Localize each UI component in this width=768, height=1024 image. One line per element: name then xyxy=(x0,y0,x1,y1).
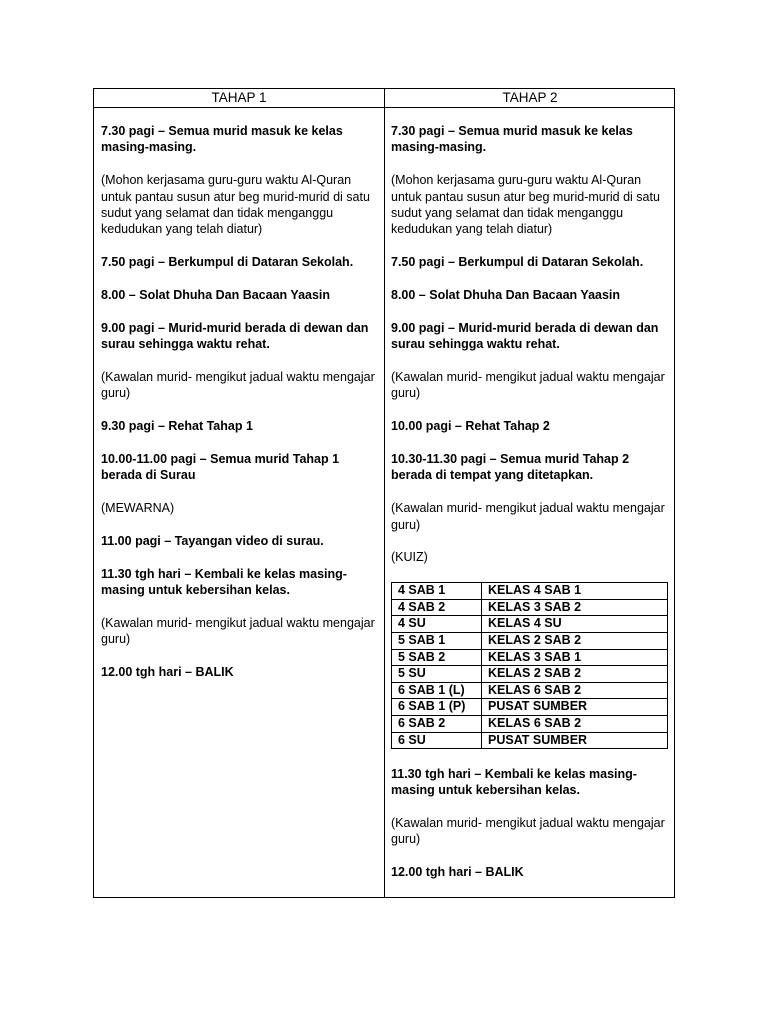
header-tahap-1: TAHAP 1 xyxy=(211,90,267,105)
kelas-cell: 4 SAB 1 xyxy=(392,583,482,600)
schedule-item: 8.00 – Solat Dhuha Dan Bacaan Yaasin xyxy=(391,288,621,303)
schedule-item: 10.00-11.00 pagi – Semua murid Tahap 1 berada di Surau xyxy=(101,452,340,483)
schedule-note: (KUIZ) xyxy=(391,550,428,565)
schedule-note: (Kawalan murid- mengikut jadual waktu mengajar guru) xyxy=(391,815,665,847)
schedule-note: (Kawalan murid- mengikut jadual waktu mengajar guru) xyxy=(391,501,665,532)
tempat-cell: KELAS 2 SAB 2 xyxy=(482,666,668,683)
schedule-item: 7.50 pagi – Berkumpul di Dataran Sekolah. xyxy=(101,255,354,270)
tempat-cell: KELAS 3 SAB 1 xyxy=(482,649,668,666)
kelas-cell: 6 SAB 1 (L) xyxy=(392,682,482,699)
tahap-1-column xyxy=(101,123,377,697)
schedule-note: (MEWARNA) xyxy=(101,501,175,516)
schedule-item: 10.00 pagi – Rehat Tahap 2 xyxy=(391,419,550,434)
kelas-cell: 6 SU xyxy=(392,732,482,749)
table-row xyxy=(392,715,668,732)
schedule-item: 10.30-11.30 pagi – Semua murid Tahap 2 berada di tempat yang ditetapkan. xyxy=(391,452,630,483)
table-row xyxy=(392,699,668,716)
schedule-note: (Mohon kerjasama guru-guru waktu Al-Quran untuk pantau susun atur beg murid-murid di satu sudut yang selamat dan tidak menganggu kedudukan yang telah diatur) xyxy=(101,173,370,237)
schedule-note: (Kawalan murid- mengikut jadual waktu mengajar guru) xyxy=(101,616,375,647)
table-row xyxy=(392,616,668,633)
table-row xyxy=(392,682,668,699)
tempat-cell: KELAS 3 SAB 2 xyxy=(482,599,668,616)
table-row xyxy=(392,649,668,666)
schedule-item: 7.30 pagi – Semua murid masuk ke kelas masing-masing. xyxy=(391,124,633,155)
table-row xyxy=(392,732,668,749)
tempat-cell: KELAS 4 SU xyxy=(482,616,668,633)
schedule-item: 7.30 pagi – Semua murid masuk ke kelas masing-masing. xyxy=(101,124,343,155)
schedule-item: 9.00 pagi – Murid-murid berada di dewan dan surau sehingga waktu rehat. xyxy=(101,320,369,352)
schedule-note: (Kawalan murid- mengikut jadual waktu mengajar guru) xyxy=(391,370,665,401)
kelas-cell: 6 SAB 2 xyxy=(392,715,482,732)
kelas-cell: 5 SAB 2 xyxy=(392,649,482,666)
schedule-item: 12.00 tgh hari – BALIK xyxy=(101,665,234,680)
tempat-cell: KELAS 4 SAB 1 xyxy=(482,583,668,600)
kuiz-location-table xyxy=(391,582,668,749)
schedule-item: 11.30 tgh hari – Kembali ke kelas masing-masing untuk kebersihan kelas. xyxy=(101,566,347,598)
schedule-note: (Kawalan murid- mengikut jadual waktu mengajar guru) xyxy=(101,370,375,401)
schedule-item: 9.30 pagi – Rehat Tahap 1 xyxy=(101,419,253,434)
tempat-cell: PUSAT SUMBER xyxy=(482,732,668,749)
kelas-cell: 6 SAB 1 (P) xyxy=(392,699,482,716)
tempat-cell: KELAS 6 SAB 2 xyxy=(482,715,668,732)
table-row xyxy=(392,583,668,600)
kelas-cell: 5 SU xyxy=(392,666,482,683)
schedule-note: (Mohon kerjasama guru-guru waktu Al-Quran untuk pantau susun atur beg murid-murid di satu sudut yang selamat dan tidak menganggu kedudukan yang telah diatur) xyxy=(391,173,660,237)
table-row xyxy=(392,633,668,650)
tempat-cell: KELAS 2 SAB 2 xyxy=(482,633,668,650)
schedule-item: 12.00 tgh hari – BALIK xyxy=(391,864,524,879)
kelas-cell: 4 SAB 2 xyxy=(392,599,482,616)
header-tahap-2: TAHAP 2 xyxy=(502,90,558,105)
column-divider xyxy=(384,89,385,897)
kelas-cell: 5 SAB 1 xyxy=(392,633,482,650)
tahap-2-column xyxy=(391,123,667,897)
schedule-item: 11.00 pagi – Tayangan video di surau. xyxy=(101,534,324,549)
schedule-item: 9.00 pagi – Murid-murid berada di dewan dan surau sehingga waktu rehat. xyxy=(391,320,659,352)
tempat-cell: PUSAT SUMBER xyxy=(482,699,668,716)
schedule-item: 7.50 pagi – Berkumpul di Dataran Sekolah. xyxy=(391,255,644,270)
table-row xyxy=(392,599,668,616)
schedule-item: 11.30 tgh hari – Kembali ke kelas masing-masing untuk kebersihan kelas. xyxy=(391,766,637,797)
tempat-cell: KELAS 6 SAB 2 xyxy=(482,682,668,699)
table-row xyxy=(392,666,668,683)
kelas-cell: 4 SU xyxy=(392,616,482,633)
schedule-table xyxy=(93,88,675,898)
schedule-item: 8.00 – Solat Dhuha Dan Bacaan Yaasin xyxy=(101,288,331,303)
